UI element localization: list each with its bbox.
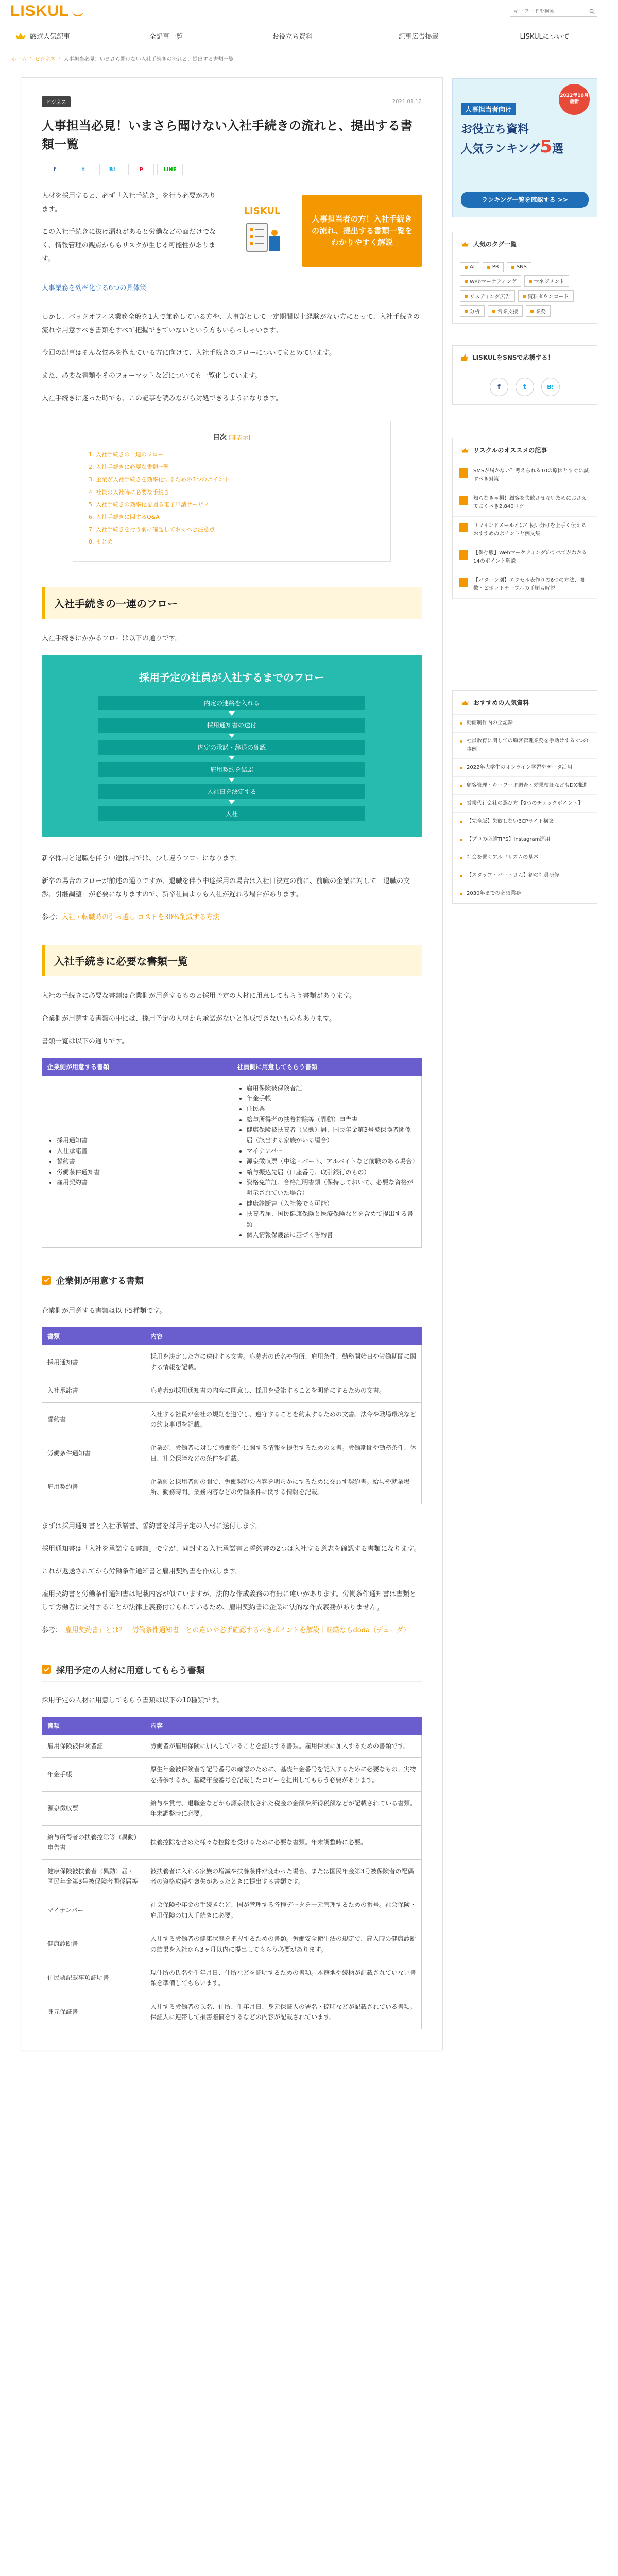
reference-link[interactable]: 入社・転職時の引っ越し コストを30%削減する方法 [62, 913, 220, 921]
table-row [42, 1734, 422, 1757]
tag-icon [465, 310, 468, 313]
popular-resources-panel [452, 690, 597, 904]
tag-chip[interactable] [460, 290, 515, 302]
check-icon [42, 1276, 51, 1285]
sns-twitter-button[interactable]: t [516, 378, 534, 396]
tag-icon [465, 280, 468, 283]
share-pocket-button[interactable]: P [128, 164, 154, 175]
tag-label: SNS [516, 264, 527, 270]
share-line-button[interactable]: LINE [157, 164, 183, 175]
flow-step: 入社日を決定する [98, 784, 365, 799]
document-name-cell: 採用通知書 [42, 1345, 145, 1379]
employee-document-item: • マイナンバー [247, 1146, 417, 1156]
recommended-article-title: SMSが届かない？考えられる10の原因とすぐに試すべき対策 [473, 468, 589, 482]
recommended-article-title: 【パターン別】エクセル表作りの6つの方法、関数・ピボットテーブルの手順も解説 [473, 578, 585, 591]
employee-document-item: • 給与所得者の扶養控除等（異動）申告書 [247, 1114, 417, 1125]
article-thumbnail-icon [459, 496, 468, 505]
employee-documents-table [42, 1717, 422, 2029]
article-title: 人事担当必見！いまさら聞けない入社手続きの流れと、提出する書類一覧 [42, 118, 413, 151]
reference-label: 参考： [42, 913, 62, 921]
popular-resource-title: 社員教育に関しての顧客管理業務を手助けする3つの事例 [467, 738, 589, 752]
logo-smile-icon [72, 11, 83, 16]
document-checklist-icon [239, 221, 285, 257]
body-paragraph: 書類一覧は以下の通りです。 [42, 1037, 128, 1045]
body-paragraph: 今回の記事はそんな悩みを抱えている方に向けて、入社手続きのフローについてまとめています。 [42, 349, 336, 357]
toc-item[interactable]: 4. 社員の入社時に必要な手続き [89, 488, 169, 496]
table-row [42, 1470, 422, 1504]
section-heading-flow: 入社手続きの一連のフロー [42, 587, 422, 619]
document-name-cell: 誓約書 [42, 1402, 145, 1436]
employee-document-item: • 扶養者届、国民健康保険と医療保険などを含めて提出する書類 [247, 1209, 417, 1230]
toc-item[interactable]: 2. 入社手続きに必要な書類一覧 [89, 464, 169, 471]
body-paragraph: しかし、バックオフィス業務全般を1人で兼務している方や、人事部として一定期間以上経験がない方にとって、入社手続きの流れや用意すべき書類をすべて把握できていないという方もいらっしゃいます。 [42, 313, 420, 334]
table-row [42, 1436, 422, 1470]
tag-icon [529, 280, 532, 283]
tag-icon [530, 310, 534, 313]
toc-title [89, 432, 375, 442]
search-input[interactable] [510, 9, 587, 14]
tag-icon [523, 295, 526, 298]
ranking-label: 人気ランキング [461, 143, 540, 156]
table-row [42, 1825, 422, 1859]
section-heading-documents: 入社手続きに必要な書類一覧 [42, 945, 422, 976]
eyecatch-banner [226, 190, 422, 272]
tag-label: 業務 [536, 309, 546, 315]
flow-arrow-icon [62, 777, 401, 784]
check-icon [42, 1665, 51, 1674]
document-name-cell: 雇用保険被保険者証 [42, 1734, 145, 1757]
tag-label: 営業支援 [497, 309, 518, 315]
document-name-cell: 身元保証書 [42, 1995, 145, 2029]
breadcrumb-sep: › [58, 55, 61, 61]
document-name-cell: 年金手帳 [42, 1758, 145, 1792]
banner-text: 人事担当者の方！入社手続きの流れ、提出する書類一覧をわかりやすく解説 [302, 195, 422, 267]
popular-resource-item[interactable] [453, 795, 597, 813]
toc-item[interactable]: 5. 入社手続きの効率化を図る電子申請サービス [89, 501, 209, 508]
employee-document-item: • 給与振込先届（口座番号、取引銀行のもの） [247, 1167, 417, 1177]
table-header: 書類 [42, 1717, 145, 1734]
share-twitter-button[interactable]: t [71, 164, 96, 175]
recommended-article-title: 知らなきゃ損！顧客を失敗させないためにおさえておくべき2,840コツ [473, 496, 587, 510]
tag-label: Webマーケティング [470, 279, 517, 285]
crown-icon [15, 32, 26, 40]
nav-about-label: LISKULについて [520, 33, 570, 41]
document-name-cell: マイナンバー [42, 1893, 145, 1927]
global-nav [0, 23, 618, 49]
subsection-heading-employee [42, 1663, 422, 1682]
document-description-cell: 企業側と採用者側の間で、労働契約の内容を明らかにするために交わす契約書。給与や就業場所、勤務時間、業務内容などの労働条件に関する情報を記載。 [145, 1470, 422, 1504]
tag-icon [465, 266, 468, 269]
breadcrumb-sep: › [30, 55, 32, 61]
body-paragraph: 入社の手続きに必要な書類は企業側が用意するものと採用予定の人材に用意してもらう書類があります。 [42, 992, 356, 1000]
tag-label: AI [470, 264, 475, 270]
subsection-heading-company [42, 1274, 422, 1292]
intro-paragraph: 人材を採用すると、必ず「入社手続き」を行う必要があります。 [42, 192, 216, 213]
company-document-item: • 労働条件通知書 [57, 1167, 227, 1177]
table-row [42, 1792, 422, 1826]
recommended-article-title: 【保存版】Webマーケティングのすべてがわかる14のポイント解説 [473, 550, 587, 564]
document-description-cell: 被扶養者に入れる家族の増減や扶養条件が変わった場合、または国民年金第3号被保険者の配偶者の資格取得や喪失があったときに提出する書類です。 [145, 1859, 422, 1893]
popular-resource-title: 【スタッフ・パートさん】初の社員研修 [467, 873, 559, 878]
flow-step: 入社 [98, 806, 365, 821]
ranking-headline: お役立ち資料 [461, 123, 529, 136]
table-header: 企業側が用意する書類 [42, 1058, 232, 1075]
employee-document-item: • 健康診断書（入社後でも可能） [247, 1198, 417, 1209]
subsection-heading-text: 採用予定の人材に用意してもらう書類 [56, 1665, 205, 1676]
body-paragraph: また、必要な書類やそのフォーマットなどについても一覧化しています。 [42, 372, 262, 380]
table-row [42, 1345, 422, 1379]
tags-title: 人気のタグ一覧 [473, 241, 517, 248]
recommended-article[interactable] [453, 462, 597, 489]
nav-ads[interactable] [355, 31, 482, 41]
tag-icon [511, 266, 514, 269]
document-description-cell: 扶養控除を含めた様々な控除を受けるために必要な書類。年末調整時に必要。 [145, 1825, 422, 1859]
bullet-icon [460, 740, 462, 743]
document-description-cell: 企業が、労働者に対して労働条件に関する情報を提供するための文書。労働期間や勤務条件、休日、社会保障などの条件を記載。 [145, 1436, 422, 1470]
tag-icon [492, 310, 495, 313]
employee-document-item: • 個人情報保護法に基づく誓約書 [247, 1230, 417, 1240]
tag-label: PR [492, 264, 499, 270]
document-description-cell: 労働者が雇用保険に加入していることを証明する書類。雇用保険に加入するための書類です。 [145, 1734, 422, 1757]
flow-arrow-icon [62, 799, 401, 806]
employee-document-item: • 源泉徴収票（中途・パート、アルバイトなど前職のある場合） [247, 1156, 417, 1166]
document-description-cell: 社会保険や年金の手続きなど、国が管理する各種データを一元管理するための番号。社会保険・雇用保険の加入手続きに必要。 [145, 1893, 422, 1927]
crown-icon [461, 447, 469, 453]
flow-step: 内定の連絡を入れる [98, 696, 365, 710]
toc-item[interactable]: 1. 入社手続きの一連のフロー [89, 451, 164, 458]
reference-line [42, 1624, 422, 1637]
document-description-cell: 給与や賞与、退職金などから源泉徴収された税金の金額や所得税額などが記載されている書類。年末調整時に必要。 [145, 1792, 422, 1826]
related-link[interactable]: 人事業務を効率化する6つの具体策 [42, 284, 147, 292]
tag-chip[interactable] [488, 305, 523, 317]
body-paragraph: 新卒の場合のフローが前述の通りですが、退職を伴う中途採用の場合は入社日決定の前に、前職の企業に対して「退職の交渉、引継調整」が必要になりますので、新卒社員よりも入社が遅れる場合があります。 [42, 877, 410, 899]
toc-toggle[interactable]: [非表示] [229, 434, 251, 441]
recommended-article[interactable] [453, 517, 597, 544]
category-badge[interactable]: ビジネス [42, 96, 71, 107]
sns-title: LISKULをSNSで応援する！ [472, 354, 554, 361]
banner-logo: LISKUL [244, 205, 281, 216]
popular-resource-item[interactable] [453, 849, 597, 867]
breadcrumb-current: 人事担当必見！いまさら聞けない入社手続きの流れと、提出する書類一覧 [63, 56, 234, 62]
recommended-article[interactable] [453, 544, 597, 571]
popular-resource-title: 社会を繋ぐアルゴリズムの基本 [467, 855, 539, 860]
share-buttons [42, 164, 422, 175]
popular-resource-title: 動画制作内の全記録 [467, 720, 513, 726]
article-thumbnail-icon [459, 550, 468, 560]
subsection-heading-text: 企業側が用意する書類 [56, 1276, 144, 1287]
toc-item[interactable]: 3. 企業が入社手続きを効率化するための3つのポイント [89, 476, 230, 483]
reference-label: 参考： [42, 1626, 62, 1634]
nav-resources-label: お役立ち資料 [272, 33, 313, 41]
thumbs-up-icon [461, 354, 468, 361]
bullet-icon [460, 875, 462, 877]
article-date: 2021.01.12 [392, 99, 422, 105]
tag-chip[interactable] [483, 262, 504, 272]
popular-resource-item[interactable] [453, 867, 597, 885]
toc-item[interactable]: 6. 入社手続きに関するQ&A [89, 513, 160, 520]
bullet-icon [460, 821, 462, 823]
popular-resource-title: 2030年までの必須業務 [467, 891, 521, 896]
bullet-icon [460, 767, 462, 769]
bullet-icon [460, 839, 462, 841]
employee-document-item: • 住民票 [247, 1104, 417, 1114]
company-document-item: • 入社承諾書 [57, 1146, 227, 1156]
popular-resource-title: 営業代行会社の選び方【9つのチェックポイント】 [467, 801, 583, 806]
table-header: 内容 [145, 1328, 422, 1345]
body-paragraph: まずは採用通知書と入社承諾書、誓約書を採用予定の人材に送付します。 [42, 1522, 262, 1530]
company-documents-table [42, 1327, 422, 1504]
flow-arrow-icon [62, 733, 401, 740]
recommended-panel-header [453, 438, 597, 462]
employee-document-item: • 年金手帳 [247, 1093, 417, 1104]
article-thumbnail-icon [459, 468, 468, 478]
recommended-panel [452, 438, 597, 599]
reference-link[interactable]: 「雇用契約書」とは？「労働条件通知書」との違いや必ず確認するべきポイントを解説｜転職なら [62, 1626, 353, 1634]
recommended-title: リスクルのオススメの記事 [473, 447, 547, 454]
body-paragraph: 入社手続きにかかるフローは以下の通りです。 [42, 634, 182, 642]
toc-item[interactable]: 7. 入社手続きを行う前に確認しておくべき注意点 [89, 526, 215, 533]
document-description-cell: 入社する社員が会社の規則を遵守し、遵守することを約束するための文書。法令や職場環境などの約束事項を記載。 [145, 1402, 422, 1436]
table-row [42, 1379, 422, 1402]
nav-popular-label: 厳選人気記事 [30, 33, 71, 41]
recommended-article[interactable] [453, 571, 597, 599]
table-row [42, 1402, 422, 1436]
logo-text: LISKUL [10, 3, 70, 20]
tag-label: マネジメント [534, 279, 565, 285]
article-thumbnail-icon [459, 523, 468, 532]
search-icon[interactable] [587, 9, 597, 14]
table-row [42, 1859, 422, 1893]
ranking-number: 5 [540, 137, 553, 157]
intro-paragraph: この入社手続きに抜け漏れがあると労働などの面だけでなく、情報管理の観点からもリスクが生じる可能性があります。 [42, 228, 216, 263]
body-paragraph: 採用通知書は「入社を承諾する書類」ですが、同封する入社承諾書と誓約書の2つは入社する意志を確認する書類になります。 [42, 1545, 421, 1553]
employee-document-item: • 資格免許証、合格証明書類（保持しておいて、必要な資格が明示されていた場合） [247, 1177, 417, 1198]
body-paragraph: 採用予定の人材に用意してもらう書類は以下の10種類です。 [42, 1696, 224, 1704]
sns-panel-header [453, 346, 597, 369]
breadcrumb-business[interactable]: ビジネス [35, 56, 56, 62]
company-document-item: • 採用通知書 [57, 1135, 227, 1145]
bullet-icon [460, 893, 462, 895]
body-paragraph: これが返送されてから労働条件通知書と雇用契約書を作成します。 [42, 1567, 242, 1575]
popular-resource-item[interactable] [453, 813, 597, 831]
popular-resource-item[interactable] [453, 759, 597, 777]
document-name-cell: 入社承諾書 [42, 1379, 145, 1402]
flow-step: 雇用契約を結ぶ [98, 762, 365, 777]
popular-resource-item[interactable] [453, 715, 597, 733]
crown-icon [461, 700, 469, 706]
document-description-cell: 採用を決定した方に送付する文書。応募者の氏名や役所、雇用条件、勤務開始日や労働期間に関する情報を記載。 [145, 1345, 422, 1379]
document-name-cell: 源泉徴収票 [42, 1792, 145, 1826]
tag-chip[interactable] [526, 305, 551, 317]
table-row [42, 1961, 422, 1995]
tag-label: 分析 [470, 309, 480, 315]
sns-panel [452, 345, 597, 405]
employee-document-item: • 健康保険被扶養者（異動）届、国民年金第3号被保険者関係届（該当する家族がいる場合） [247, 1125, 417, 1146]
ranking-subheadline [461, 137, 589, 157]
body-paragraph: 企業側が用意する書類は以下5種類です。 [42, 1307, 166, 1315]
nav-all-articles-label: 全記事一覧 [149, 33, 183, 41]
document-description-cell: 応募者が採用通知書の内容に同意し、採用を受諾することを明確にするための文書。 [145, 1379, 422, 1402]
tag-chip[interactable] [507, 262, 531, 272]
bullet-icon [460, 785, 462, 787]
employee-document-item: • 雇用保険被保険者証 [247, 1083, 417, 1093]
tag-chip[interactable] [460, 275, 521, 287]
toc-item[interactable]: 8. まとめ [89, 538, 113, 546]
documents-overview-table [42, 1058, 422, 1248]
table-row [42, 1995, 422, 2029]
sns-facebook-button[interactable]: f [490, 378, 508, 396]
article-thumbnail-icon [459, 578, 468, 587]
document-description-cell: 入社する労働者の健康状態を把握するための書類。労働安全衛生法の規定で、雇入時の健康診断の結果を入社から3ヶ月以内に提出してもらう必要があります。 [145, 1927, 422, 1961]
document-name-cell: 給与所得者の扶養控除等（異動）申告書 [42, 1825, 145, 1859]
document-description-cell: 現住所の氏名や生年月日、住所などを証明するための書類。本籍地や続柄が記載されていない書類を準備してもらいます。 [145, 1961, 422, 1995]
breadcrumb [0, 49, 618, 67]
document-name-cell: 労働条件通知書 [42, 1436, 145, 1470]
bullet-icon [460, 722, 462, 725]
flow-arrow-icon [62, 755, 401, 762]
body-paragraph: 企業側が用意する書類の中には、採用予定の人材から承諾がないと作成できないものもあります。 [42, 1014, 336, 1023]
ranking-audience: 人事担当者向け [461, 103, 516, 115]
crown-icon [461, 241, 469, 247]
article-card [21, 77, 443, 2050]
flow-diagram [42, 655, 422, 837]
table-header: 書類 [42, 1328, 145, 1345]
table-row [42, 1893, 422, 1927]
nav-ads-label: 記事広告掲載 [398, 33, 439, 41]
ranking-button[interactable]: ランキング一覧を確認する >> [461, 192, 589, 208]
body-paragraph: 新卒採用と退職を伴う中途採用では、少し違うフローになります。 [42, 854, 242, 862]
nav-all-articles[interactable] [103, 31, 229, 41]
document-description-cell: 入社する労働者の氏名、住所、生年月日、身元保証人の署名・捺印などが記載されている書類。保証人に連帯して損害賠償をするなどの内容が記載されています。 [145, 1995, 422, 2029]
flow-arrow-icon [62, 710, 401, 718]
tags-panel [452, 232, 597, 324]
tag-chip[interactable] [460, 262, 479, 272]
popular-resource-item[interactable] [453, 777, 597, 795]
table-header: 内容 [145, 1717, 422, 1734]
share-facebook-button[interactable]: f [42, 164, 67, 175]
nav-popular[interactable] [10, 31, 103, 41]
table-row [42, 1758, 422, 1792]
tag-label: リスティング広告 [470, 294, 510, 300]
bullet-icon [460, 857, 462, 859]
popular-resource-item[interactable] [453, 885, 597, 903]
popular-resource-title: 【完全版】失敗しないBCPサイト構築 [467, 819, 554, 824]
tag-chip[interactable] [460, 305, 485, 317]
popular-resource-title: 2022年大学生のオンライン学習やデータ活用 [467, 765, 573, 770]
company-document-item: • 誓約書 [57, 1156, 227, 1166]
tag-label: 資料ダウンロード [527, 294, 569, 300]
flow-step: 採用通知書の送付 [98, 718, 365, 733]
popular-resource-title: 【プロの必勝TIPS】Instagram運用 [467, 837, 551, 842]
popular-resource-title: 顧客管理・キーワード調査・効果検証などもDX推進 [467, 783, 588, 788]
popular-resource-item[interactable] [453, 733, 597, 759]
tags-panel-header [453, 232, 597, 256]
popular-resources-title: おすすめの人気資料 [473, 699, 529, 706]
breadcrumb-home[interactable]: ホーム [11, 56, 27, 62]
tag-chip[interactable] [524, 275, 570, 287]
toc-heading: 目次 [213, 434, 227, 442]
company-document-item: • 雇用契約書 [57, 1177, 227, 1188]
bullet-icon [460, 803, 462, 805]
reference-line [42, 911, 422, 924]
document-name-cell: 住民票記載事項証明書 [42, 1961, 145, 1995]
recommended-article[interactable] [453, 489, 597, 517]
document-name-cell: 雇用契約書 [42, 1470, 145, 1504]
sns-hatena-button[interactable]: B! [541, 378, 560, 396]
document-name-cell: 健康診断書 [42, 1927, 145, 1961]
flow-step: 内定の承諾・辞退の確認 [98, 740, 365, 755]
top-bar [0, 0, 618, 23]
flow-title: 採用予定の社員が入社するまでのフロー [139, 671, 324, 684]
nav-about[interactable] [482, 31, 608, 41]
body-paragraph: 雇用契約書と労働条件通知書は記載内容が似ていますが、法的な作成義務の有無に違いがあります。労働条件通知書は書類として労働者に交付することが法律上義務付けられているため、雇用契約書は企業に法的な作成義務がありません。 [42, 1590, 416, 1612]
popular-resources-header [453, 691, 597, 715]
document-name-cell: 健康保険被扶養者（異動）届・国民年金第3号被保険者関係届等 [42, 1859, 145, 1893]
table-header: 社員側に用意してもらう書類 [232, 1058, 422, 1075]
tag-icon [487, 266, 490, 269]
tag-chip[interactable] [518, 290, 574, 302]
table-row [42, 1927, 422, 1961]
nav-resources[interactable] [229, 31, 355, 41]
document-description-cell: 厚生年金被保険者等記号番号の確認のために、基礎年金番号を記入するために必要なもの。実物を持参するか、基礎年金番号を記載したコピーを提出してもらう必要があります。 [145, 1758, 422, 1792]
ranking-badge: 2022年10月最新 [559, 84, 590, 115]
site-logo[interactable] [10, 3, 83, 20]
recommended-article-title: リマインドメールとは？使い分けを上手く伝えるおすすめのポイントと例文集 [473, 523, 587, 537]
ranking-suffix: 選 [552, 143, 564, 156]
share-hatena-button[interactable]: B! [99, 164, 125, 175]
reference-link-source[interactable]: doda（デューダ） [353, 1626, 410, 1634]
search-box [510, 6, 597, 17]
popular-resource-item[interactable] [453, 831, 597, 849]
ranking-banner[interactable] [452, 78, 597, 217]
tag-icon [465, 295, 468, 298]
body-paragraph: 入社手続きに迷った時でも、この記事を読みながら対処できるようになります。 [42, 395, 282, 402]
table-of-contents [73, 421, 391, 562]
